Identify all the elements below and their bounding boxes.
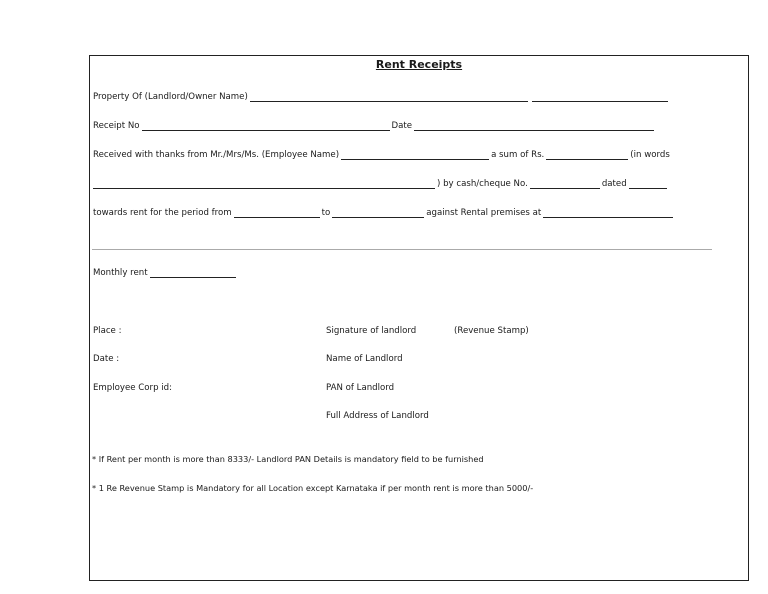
cheque-no-field[interactable] bbox=[530, 179, 600, 189]
pan-of-landlord-label: PAN of Landlord bbox=[326, 383, 395, 393]
employee-corp-id-label: Employee Corp id: bbox=[93, 383, 173, 393]
note-pan: * If Rent per month is more than 8333/- Landlord PAN Details is mandatory field to be furnished bbox=[92, 454, 484, 464]
revenue-stamp-label: (Revenue Stamp) bbox=[454, 326, 529, 336]
landlord-name-field-2[interactable] bbox=[532, 92, 668, 102]
to-label: to bbox=[321, 208, 331, 218]
landlord-name-field[interactable] bbox=[250, 92, 528, 102]
full-address-label: Full Address of Landlord bbox=[326, 411, 429, 421]
rent-receipt-form bbox=[89, 55, 749, 581]
received-from-label: Received with thanks from Mr./Mrs/Ms. (Employee Name) bbox=[93, 150, 340, 160]
cash-row bbox=[93, 179, 669, 189]
place-label: Place : bbox=[93, 326, 122, 336]
towards-rent-label: towards rent for the period from bbox=[93, 208, 232, 218]
property-of-row bbox=[93, 92, 670, 102]
dated-field[interactable] bbox=[629, 179, 667, 189]
sum-of-label: a sum of Rs. bbox=[491, 150, 545, 160]
divider bbox=[92, 249, 712, 250]
monthly-rent-field[interactable] bbox=[150, 268, 236, 278]
by-cash-label: ) by cash/cheque No. bbox=[437, 179, 528, 189]
property-of-label: Property Of (Landlord/Owner Name) bbox=[93, 92, 248, 102]
receipt-no-field[interactable] bbox=[142, 121, 390, 131]
form-title: Rent Receipts bbox=[375, 58, 463, 71]
name-of-landlord-label: Name of Landlord bbox=[326, 354, 403, 364]
period-from-field[interactable] bbox=[234, 208, 320, 218]
against-premises-label: against Rental premises at bbox=[426, 208, 542, 218]
monthly-rent-row bbox=[93, 268, 238, 278]
signature-label: Signature of landlord bbox=[326, 326, 417, 336]
monthly-rent-label: Monthly rent bbox=[93, 268, 148, 278]
employee-name-field[interactable] bbox=[341, 150, 489, 160]
receipt-no-label: Receipt No bbox=[93, 121, 140, 131]
date-label: Date bbox=[391, 121, 413, 131]
amount-in-words-field[interactable] bbox=[93, 179, 435, 189]
received-row bbox=[93, 150, 670, 160]
receipt-row bbox=[93, 121, 656, 131]
amount-field[interactable] bbox=[546, 150, 628, 160]
note-revenue-stamp: * 1 Re Revenue Stamp is Mandatory for all Location except Karnataka if per month rent is more than 5000/- bbox=[92, 483, 534, 493]
dated-label: dated bbox=[601, 179, 627, 189]
period-to-field[interactable] bbox=[332, 208, 424, 218]
in-words-label: (in words bbox=[630, 150, 670, 160]
period-row bbox=[93, 208, 675, 218]
left-date-label: Date : bbox=[93, 354, 120, 364]
date-field[interactable] bbox=[414, 121, 654, 131]
premises-field[interactable] bbox=[543, 208, 673, 218]
